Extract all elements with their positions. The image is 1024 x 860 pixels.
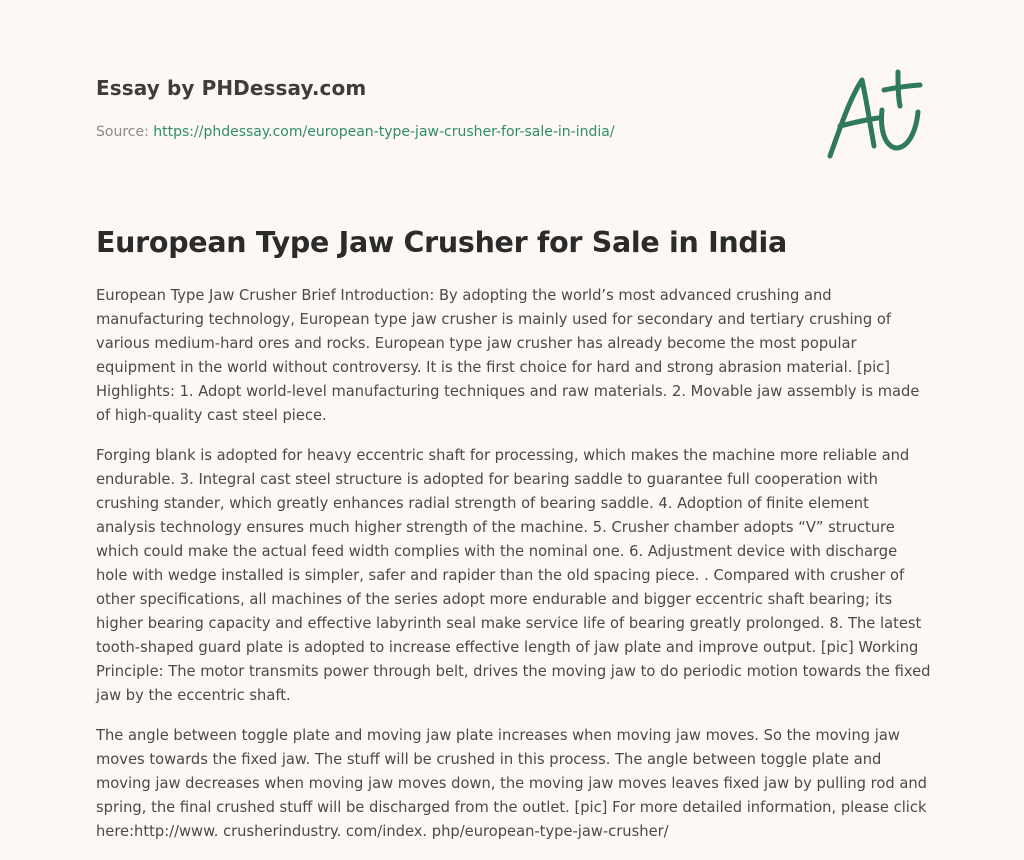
a-plus-grade-icon bbox=[820, 68, 930, 168]
source-line bbox=[96, 124, 615, 140]
essay-title: European Type Jaw Crusher for Sale in India bbox=[96, 226, 787, 259]
source-label: Source: bbox=[96, 124, 149, 140]
essay-paragraph: The angle between toggle plate and moving jaw plate increases when moving jaw moves. So the moving jaw moves towards the fixed jaw. The stuff will be crushed in this process. The angle between toggle plate and moving jaw decreases when moving jaw moves down, the moving jaw moves leaves fixed jaw by pulling rod and spring, the final crushed stuff will be discharged from the outlet. [pic] For more detailed information, please click here:http://www. crusherindustry. com/index. php/european-type-jaw-crusher/ bbox=[96, 727, 927, 840]
site-title: Essay by PHDessay.com bbox=[96, 76, 367, 100]
source-link[interactable]: https://phdessay.com/european-type-jaw-crusher-for-sale-in-india/ bbox=[153, 124, 615, 140]
essay-body bbox=[96, 284, 932, 860]
site-header bbox=[96, 76, 796, 100]
essay-paragraph: European Type Jaw Crusher Brief Introduction: By adopting the world’s most advanced crushing and manufacturing technology, European type jaw crusher is mainly used for secondary and tertiary crushing of various medium-hard ores and rocks. European type jaw crusher has already become the most popular equipment in the world without controversy. It is the first choice for hard and strong abrasion material. [pic] Highlights: 1. Adopt world-level manufacturing techniques and raw materials. 2. Movable jaw assembly is made of high-quality cast steel piece. bbox=[96, 287, 920, 424]
essay-paragraph: Forging blank is adopted for heavy eccentric shaft for processing, which makes the machine more reliable and endurable. 3. Integral cast steel structure is adopted for bearing saddle to guarantee full cooperation with crushing stander, which greatly enhances radial strength of bearing saddle. 4. Adoption of finite element analysis technology ensures much higher strength of the machine. 5. Crusher chamber adopts “V” structure which could make the actual feed width complies with the nominal one. 6. Adjustment device with discharge hole with wedge installed is simpler, safer and rapider than the old spacing piece. . Compared with crusher of other specifications, all machines of the series adopt more endurable and bigger eccentric shaft bearing; its higher bearing capacity and effective labyrinth seal make service life of bearing greatly prolonged. 8. The latest tooth-shaped guard plate is adopted to increase effective length of jaw plate and improve output. [pic] Working Principle: The motor transmits power through belt, drives the moving jaw to do periodic motion towards the fixed jaw by the eccentric shaft. bbox=[96, 447, 931, 704]
